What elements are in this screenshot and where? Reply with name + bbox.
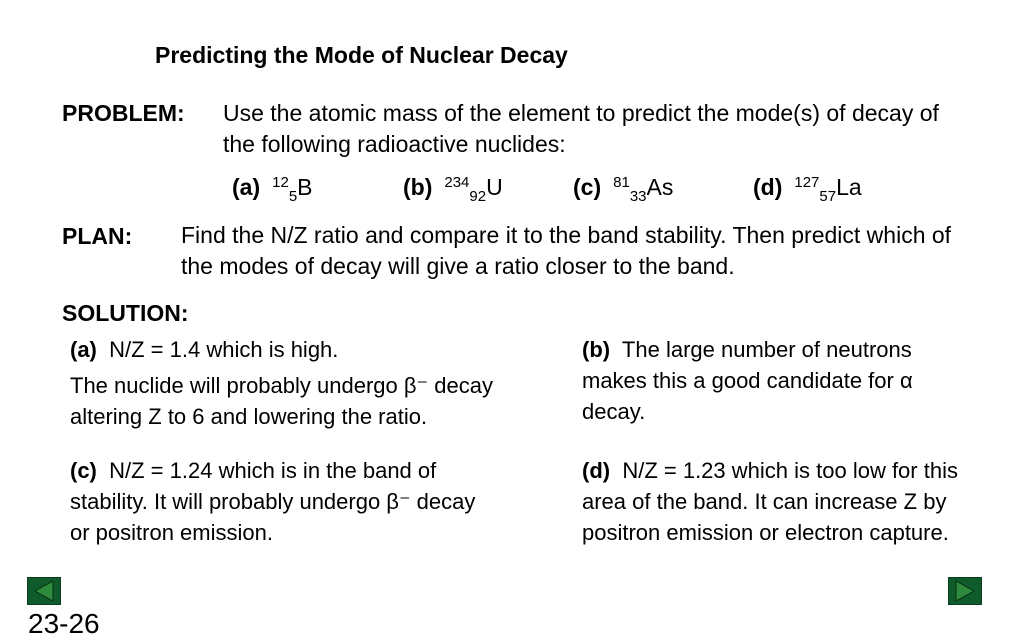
solution-label: SOLUTION: <box>62 300 189 326</box>
element-symbol: B <box>297 174 313 200</box>
solution-a-ratio: N/Z = 1.4 which is high. <box>109 337 339 362</box>
mass-number: 12 <box>272 174 289 191</box>
plan-label: PLAN: <box>62 223 133 249</box>
solution-c-text: N/Z = 1.24 which is in the band of stability. It will probably undergo β⁻ decay or positron emission. <box>70 458 476 545</box>
plan-text: Find the N/Z ratio and compare it to the band stability. Then predict which of the modes of decay will give a ratio closer to the band. <box>181 222 952 279</box>
element-symbol: La <box>836 174 862 200</box>
triangle-left-icon <box>28 578 60 604</box>
atomic-number: 33 <box>629 188 647 205</box>
element-symbol: U <box>486 174 503 200</box>
solution-a-text: The nuclide will probably undergo β⁻ decay altering Z to 6 and lowering the ratio. <box>70 373 493 429</box>
nuclide-a <box>232 174 313 205</box>
problem-label: PROBLEM: <box>62 100 185 126</box>
nuclide-c <box>573 174 674 205</box>
nuclide-tag: (d) <box>753 174 783 200</box>
atomic-number: 92 <box>469 188 487 205</box>
solution-b <box>582 334 922 427</box>
solution-a <box>70 334 510 365</box>
nuclide-tag: (a) <box>232 174 261 200</box>
solution-d <box>582 455 982 548</box>
atomic-number: 57 <box>819 188 837 205</box>
solution-d-text: N/Z = 1.23 which is too low for this area of the band. It can increase Z by positron emission or electron capture. <box>582 458 958 545</box>
slide-number: 23-26 <box>28 608 100 639</box>
nuclide-d <box>753 174 862 205</box>
problem-text: Use the atomic mass of the element to predict the mode(s) of decay of the following radioactive nuclides: <box>223 100 939 157</box>
page-title: Predicting the Mode of Nuclear Decay <box>155 42 568 68</box>
nuclide-tag: (c) <box>573 174 602 200</box>
nuclide-tag: (b) <box>403 174 433 200</box>
next-slide-button[interactable] <box>948 577 982 605</box>
solution-tag: (d) <box>582 458 611 483</box>
previous-slide-button[interactable] <box>27 577 61 605</box>
atomic-number: 5 <box>288 188 298 205</box>
mass-number: 234 <box>444 174 470 191</box>
mass-number: 127 <box>794 174 820 191</box>
solution-tag: (b) <box>582 337 611 362</box>
solution-tag: (c) <box>70 458 97 483</box>
element-symbol: As <box>646 174 674 200</box>
solution-tag: (a) <box>70 337 97 362</box>
nuclide-b <box>403 174 503 205</box>
mass-number: 81 <box>613 174 630 191</box>
solution-c <box>70 455 490 548</box>
solution-b-text: The large number of neutrons makes this a good candidate for α decay. <box>582 337 913 424</box>
triangle-right-icon <box>949 578 981 604</box>
